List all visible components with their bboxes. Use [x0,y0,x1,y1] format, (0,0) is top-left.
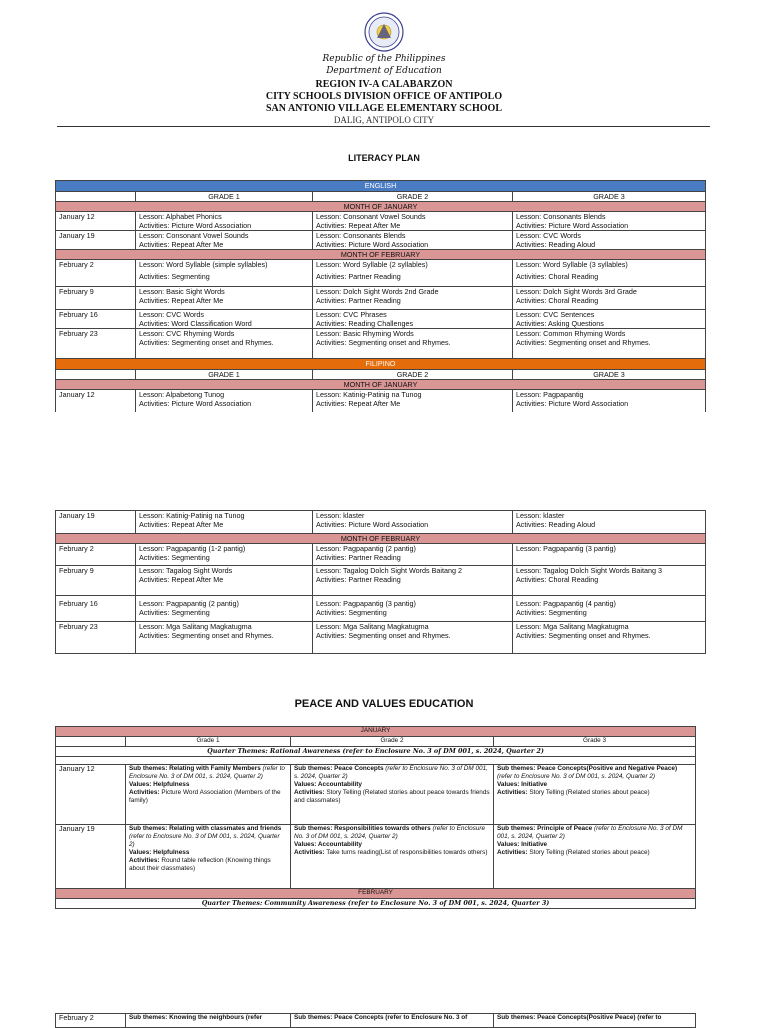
activity-text: Activities: Reading Challenges [316,319,414,328]
lesson-text: Lesson: Dolch Sight Words 2nd Grade [316,287,439,296]
lesson-text: Lesson: Basic Sight Words [139,287,225,296]
activity-text: Activities: Partner Reading [316,296,401,305]
date-cell: January 12 [56,212,136,231]
date-cell: January 19 [56,231,136,250]
date-cell: January 19 [56,825,126,889]
lesson-text: Lesson: klaster [516,511,565,520]
activities-label: Activities: [294,789,325,796]
date-cell: February 2 [56,260,136,287]
month-january-header: JANUARY [56,727,696,737]
filipino-section-header: FILIPINO [56,359,706,370]
activity-text: Round table reflection (Knowing things about their classmates) [129,857,271,872]
table-row [56,765,696,825]
table-row [56,596,706,622]
reference-text: (refer to Enclosure No. 3 of DM 001, s. 2024, Quarter 2) [294,825,486,840]
activity-text: Activities: Segmenting [516,608,587,617]
table-row [56,511,706,534]
lesson-text: Lesson: Katinig-Patinig na Tunog [139,511,245,520]
activities-label: Activities: [129,857,160,864]
date-cell: February 23 [56,329,136,359]
activity-text: Story Telling (Related stories about peace) [527,849,650,856]
reference-text: (refer to Enclosure No. 3 of DM 001, s. 2024, Quarter 2) [294,765,488,780]
pve-table [55,726,696,909]
subtheme-text: Sub themes: Peace Concepts [294,765,384,772]
activity-text: Activities: Segmenting [139,553,210,562]
subtheme-text: Sub themes: Responsibilities towards others [294,825,431,832]
values-text: Values: Helpfulness [129,849,190,856]
header-region: REGION IV-A CALABARZON [315,79,453,90]
grade-2-header: GRADE 2 [313,192,513,202]
activity-text: Activities: Repeat After Me [139,575,224,584]
lesson-text: Lesson: Consonant Vowel Sounds [139,231,249,240]
lesson-text: Lesson: Tagalog Dolch Sight Words Baitang 2 [316,566,462,575]
activity-text: Activities: Segmenting onset and Rhymes. [139,338,274,347]
header-divider [57,126,710,127]
activity-text: Activities: Reading Aloud [516,520,596,529]
lesson-text: Lesson: CVC Words [516,231,581,240]
deped-seal-logo [364,12,404,52]
lesson-text: Lesson: Consonant Vowel Sounds [316,212,426,221]
lesson-text: Lesson: Pagpapantig (3 pantig) [516,544,616,553]
lesson-text: Lesson: klaster [316,511,365,520]
table-row [56,544,706,566]
english-literacy-table [55,180,706,412]
header-department: Department of Education [326,66,442,76]
activity-text: Activities: Picture Word Association [316,240,429,249]
table-row [56,825,696,889]
subtheme-text: Sub themes: Relating with classmates and friends [129,825,282,832]
grade-1-header: Grade 1 [126,737,291,747]
date-cell: January 12 [56,765,126,825]
grade-1-header: GRADE 1 [136,192,313,202]
activities-label: Activities: [129,789,160,796]
lesson-text: Lesson: Word Syllable (simple syllables) [139,260,268,269]
activity-text: Activities: Repeat After Me [139,520,224,529]
table-row [56,287,706,310]
grade-2-header: GRADE 2 [313,370,513,380]
reference-text: (refer to Enclosure No. 3 of DM 001, s. 2024, Quarter 2) [497,825,683,840]
activity-text: Activities: Picture Word Association [516,399,629,408]
grade-3-header: GRADE 3 [513,370,706,380]
activity-text: Story Telling (Related stories about peace) [527,789,650,796]
lesson-text: Lesson: Pagpapantig [516,390,584,399]
values-text: Values: Initiative [497,781,548,788]
activity-text: Activities: Reading Aloud [516,240,596,249]
date-cell: January 19 [56,511,136,534]
date-cell: February 2 [56,544,136,566]
lesson-text: Lesson: Word Syllable (2 syllables) [316,260,428,269]
plan-title: LITERACY PLAN [348,153,420,163]
lesson-text: Lesson: Tagalog Sight Words [139,566,233,575]
month-february-header: MONTH OF FEBRUARY [56,250,706,260]
grade-3-header: Grade 3 [494,737,696,747]
values-text: Values: Initiative [497,841,548,848]
activity-text: Activities: Segmenting onset and Rhymes. [516,631,651,640]
grade-2-header: Grade 2 [291,737,494,747]
values-text: Values: Accountability [294,781,362,788]
lesson-text: Lesson: CVC Sentences [516,310,595,319]
activity-text: Activities: Picture Word Association [139,221,252,230]
date-cell: February 23 [56,622,136,654]
pve-table-continued [55,1013,696,1028]
date-cell: February 9 [56,287,136,310]
subtheme-text: Sub themes: Relating with Family Members [129,765,261,772]
activities-label: Activities: [294,849,325,856]
activity-text: Activities: Picture Word Association [516,221,629,230]
lesson-text: Lesson: Pagpapantig (1-2 pantig) [139,544,246,553]
activity-text: Activities: Choral Reading [516,272,599,281]
subtheme-text: Sub themes: Principle of Peace [497,825,593,832]
lesson-text: Lesson: Basic Rhyming Words [316,329,414,338]
lesson-text: Lesson: CVC Rhyming Words [139,329,235,338]
header-address: DALIG, ANTIPOLO CITY [333,115,435,125]
date-cell: February 16 [56,310,136,329]
subtheme-text: Sub themes: Peace Concepts (refer to Enclosure No. 3 of [291,1014,494,1028]
subtheme-text: Sub themes: Peace Concepts(Positive and Negative Peace) [497,765,678,772]
activity-text: Activities: Partner Reading [316,272,401,281]
header-republic: Republic of the Philippines [322,54,446,64]
activity-text: Activities: Partner Reading [316,553,401,562]
lesson-text: Lesson: CVC Words [139,310,204,319]
table-row [56,1014,696,1028]
table-row [56,566,706,596]
activity-text: Activities: Repeat After Me [139,296,224,305]
grade-3-header: GRADE 3 [513,192,706,202]
activity-text: Activities: Segmenting onset and Rhymes. [516,338,651,347]
activity-text: Activities: Asking Questions [516,319,604,328]
activity-text: Activities: Picture Word Association [316,520,429,529]
activity-text: Activities: Segmenting onset and Rhymes. [316,631,451,640]
table-row [56,260,706,287]
grade-1-header: GRADE 1 [136,370,313,380]
lesson-text: Lesson: Word Syllable (3 syllables) [516,260,628,269]
activity-text: Activities: Repeat After Me [316,399,401,408]
lesson-text: Lesson: Alphabet Phonics [139,212,222,221]
date-cell: February 16 [56,596,136,622]
activities-label: Activities: [497,849,528,856]
activity-text: Picture Word Association (Members of the family) [129,789,281,804]
activity-text: Take turns reading(List of responsibilities towards others) [324,849,488,856]
lesson-text: Lesson: Common Rhyming Words [516,329,626,338]
lesson-text: Lesson: Pagpapantig (4 pantig) [516,599,616,608]
values-text: Values: Helpfulness [129,781,190,788]
activity-text: Activities: Choral Reading [516,296,599,305]
lesson-text: Lesson: Pagpapantig (2 pantig) [139,599,239,608]
lesson-text: Lesson: Mga Salitang Magkatugma [139,622,252,631]
subtheme-text: Sub themes: Peace Concepts(Positive Peace) (refer to [494,1014,696,1028]
date-cell: January 12 [56,390,136,412]
activity-text: Activities: Repeat After Me [139,240,224,249]
lesson-text: Lesson: Tagalog Dolch Sight Words Baitang 3 [516,566,662,575]
month-january-header: MONTH OF JANUARY [56,202,706,212]
month-february-header: MONTH OF FEBRUARY [56,534,706,544]
lesson-text: Lesson: CVC Phrases [316,310,387,319]
reference-text: (refer to Enclosure No. 3 of DM 001, s. 2024, Quarter 2) [129,833,280,848]
month-january-header: MONTH OF JANUARY [56,380,706,390]
activity-text: Story Telling (Related stories about peace towards friends and classmates) [294,789,490,804]
activity-text: Activities: Repeat After Me [316,221,401,230]
values-text: Values: Accountability [294,841,362,848]
lesson-text: Lesson: Pagpapantig (3 pantig) [316,599,416,608]
quarter-theme-january: Quarter Themes: Rational Awareness (refer to Enclosure No. 3 of DM 001, s. 2024, Quarter 2) [56,747,696,757]
activity-text: Activities: Segmenting [139,608,210,617]
reference-text: (refer to Enclosure No. 3 of DM 001, s. 2024, Quarter 2) [129,765,285,780]
lesson-text: Lesson: Consonants Blends [316,231,406,240]
table-row [56,212,706,231]
filipino-literacy-table-continued [55,510,706,654]
activity-text: Activities: Segmenting [316,608,387,617]
pve-title: PEACE AND VALUES EDUCATION [294,698,474,710]
table-row [56,390,706,412]
activity-text: Activities: Segmenting onset and Rhymes. [139,631,274,640]
table-row [56,231,706,250]
lesson-text: Lesson: Mga Salitang Magkatugma [316,622,429,631]
lesson-text: Lesson: Mga Salitang Magkatugma [516,622,629,631]
lesson-text: Lesson: Dolch Sight Words 3rd Grade [516,287,637,296]
activity-text: Activities: Picture Word Association [139,399,252,408]
date-cell: February 2 [56,1014,126,1028]
header-school: SAN ANTONIO VILLAGE ELEMENTARY SCHOOL [266,103,502,114]
date-cell: February 9 [56,566,136,596]
lesson-text: Lesson: Katinig-Patinig na Tunog [316,390,422,399]
english-section-header: ENGLISH [56,181,706,192]
table-row [56,622,706,654]
lesson-text: Lesson: Pagpapantig (2 pantig) [316,544,416,553]
lesson-text: Lesson: Consonants Blends [516,212,606,221]
activity-text: Activities: Segmenting onset and Rhymes. [316,338,451,347]
subtheme-text: Sub themes: Knowing the neighbours (refer [126,1014,291,1028]
activity-text: Activities: Choral Reading [516,575,599,584]
reference-text: (refer to Enclosure No. 3 of DM 001, s. 2024, Quarter 2) [497,773,656,780]
activities-label: Activities: [497,789,528,796]
activity-text: Activities: Segmenting [139,272,210,281]
header-division: CITY SCHOOLS DIVISION OFFICE OF ANTIPOLO [265,91,503,102]
table-row [56,310,706,329]
activity-text: Activities: Partner Reading [316,575,401,584]
month-february-header: FEBRUARY [56,889,696,899]
table-row [56,329,706,359]
activity-text: Activities: Word Classification Word [139,319,252,328]
lesson-text: Lesson: Alpabetong Tunog [139,390,225,399]
quarter-theme-february: Quarter Themes: Community Awareness (refer to Enclosure No. 3 of DM 001, s. 2024, Quarter 3) [56,899,696,909]
